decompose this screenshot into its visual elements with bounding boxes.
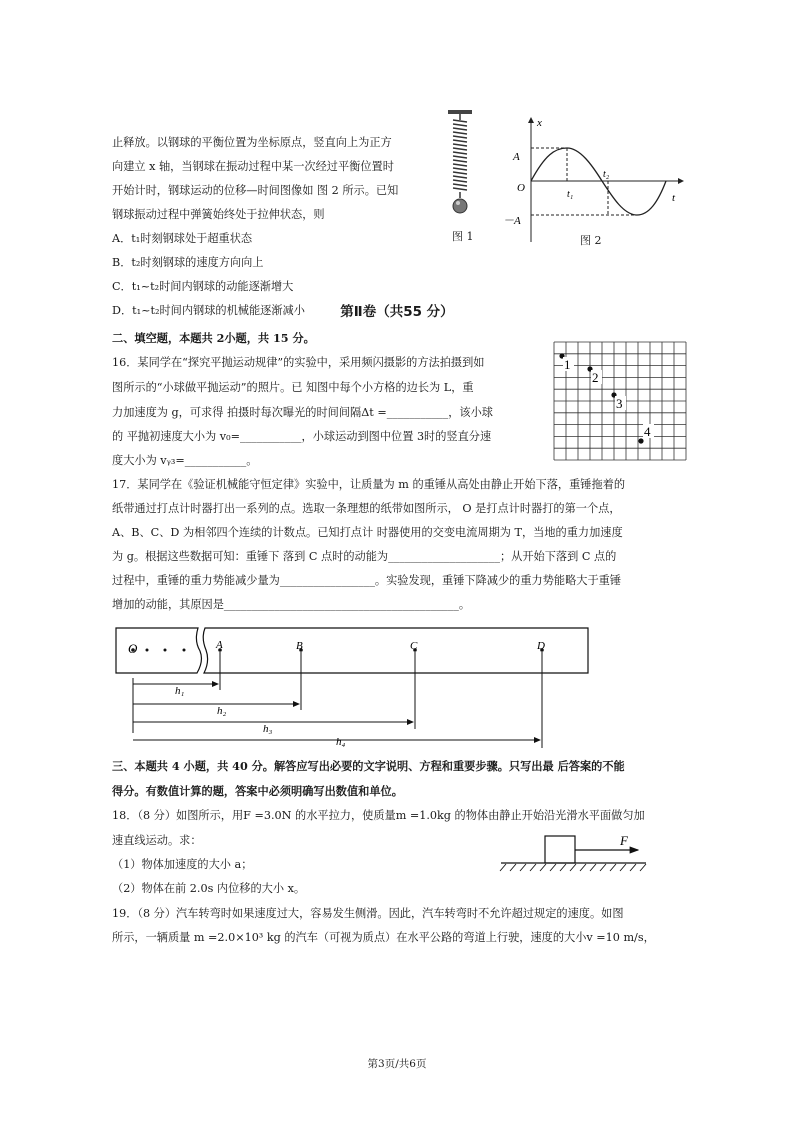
label-A: A [513, 151, 520, 163]
section-3-heading: 得分。有数值计算的题，答案中必须明确写出数值和单位。 [112, 784, 403, 798]
q17-paper-tape-figure [110, 618, 600, 748]
q18-line: （1）物体加速度的大小 a； [112, 858, 253, 871]
q17-line: 过程中，重锤的重力势能减少量为_________________。实验发现，重锤下降减少的重力势能略大于重锤 [112, 574, 622, 587]
height-label-h1: h₁ [175, 685, 185, 697]
axis-label-t: t [672, 192, 676, 204]
q16-line: 图所示的“小球做平抛运动”的照片。已 知图中每个小方格的边长为 L，重 [112, 381, 474, 394]
section-3-heading: 三、本题共 4 小题，共 40 分。解答应写出必要的文字说明、方程和重要步骤。只写出最 后答案的不能 [112, 759, 625, 773]
label-t2: t₂ [603, 169, 610, 180]
q17-line: 为 g。根据这些数据可知：重锤下 落到 C 点时的动能为____________________；从开始下落到 C 点的 [112, 550, 617, 563]
label-neg-A: －A [503, 215, 521, 227]
tape-label-O: O [128, 641, 138, 656]
page-footer: 第3页/共6页 [367, 1058, 427, 1070]
figure-2-displacement-graph [500, 110, 690, 250]
figure-1-caption: 图 1 [452, 230, 474, 243]
q15-stem-line: 止释放。以钢球的平衡位置为坐标原点，竖直向上为正方 [112, 136, 392, 149]
tape-label-A: A [216, 639, 223, 651]
q16-line: 度大小为 vᵧ₃=___________。 [112, 454, 258, 467]
q17-line: 纸带通过打点计时器打出一系列的点。选取一条理想的纸带如图所示， O 是打点计时器打的第一个点， [112, 502, 621, 515]
part-2-title: 第Ⅱ卷（共55 分） [340, 304, 454, 320]
tape-label-C: C [410, 640, 418, 652]
label-t1: t₁ [567, 189, 574, 200]
point-label-4: 4 [644, 424, 651, 439]
section-2-heading: 二、填空题，本题共 2小题，共 15 分。 [112, 331, 315, 345]
q18-line: 18．（8 分）如图所示，用F =3.0N 的水平拉力，使质量m =1.0kg 的物体由静止开始沿光滑水平面做匀加 [112, 809, 645, 822]
q15-stem-line: 钢球振动过程中弹簧始终处于拉伸状态，则 [112, 208, 325, 221]
q15-option-d: D．t₁~t₂时间内钢球的机械能逐渐减小 [112, 304, 305, 317]
q16-grid-figure [550, 340, 690, 466]
q16-line: 16．某同学在“探究平抛运动规律”的实验中，采用频闪摄影的方法拍摄到如 [112, 356, 485, 369]
q15-stem-line: 向建立 x 轴，当钢球在振动过程中某一次经过平衡位置时 [112, 160, 394, 173]
tape-label-B: B [296, 640, 303, 652]
axis-label-x: x [537, 117, 542, 129]
q18-line: 速直线运动。求： [112, 834, 202, 847]
q19-line: 所示，一辆质量 m =2.0×10³ kg 的汽车（可视为质点）在水平公路的弯道上行驶，速度的大小v =10 m/s， [112, 931, 655, 944]
figure-2-caption: 图 2 [580, 234, 602, 247]
q17-line: A、B、C、D 为相邻四个连续的计数点。已知打点计 时器使用的交变电流周期为 T，当地的重力加速度 [112, 526, 623, 539]
q15-option-b: B．t₂时刻钢球的速度方向向上 [112, 256, 264, 269]
q15-stem-line: 开始计时，钢球运动的位移—时间图像如 图 2 所示。已知 [112, 184, 399, 197]
height-label-h3: h₃ [263, 723, 273, 735]
q17-line: 17．某同学在《验证机械能守恒定律》实验中，让质量为 m 的重锤从高处由静止开始下落，重锤拖着的 [112, 478, 626, 491]
q18-line: （2）物体在前 2.0s 内位移的大小 x。 [112, 882, 306, 895]
q16-line: 力加速度为 g，可求得 拍摄时每次曝光的时间间隔Δt =___________，该小球 [112, 406, 493, 419]
q15-option-c: C．t₁~t₂时间内钢球的动能逐渐增大 [112, 280, 294, 293]
point-label-2: 2 [592, 370, 599, 385]
figure-1-spring-ball [442, 108, 482, 218]
q15-option-a: A．t₁时刻钢球处于超重状态 [112, 232, 253, 245]
q17-line: 增加的动能，其原因是__________________________________________。 [112, 598, 471, 611]
height-label-h2: h₂ [217, 705, 227, 717]
height-label-h4: h₄ [336, 736, 346, 748]
tape-label-D: D [537, 640, 545, 652]
point-label-3: 3 [616, 396, 623, 411]
label-origin: O [517, 182, 525, 194]
q16-line: 的 平抛初速度大小为 v₀=___________，小球运动到图中位置 3时的竖直分速 [112, 430, 492, 443]
q18-block-force-figure [498, 828, 648, 873]
ball-position-4 [638, 438, 643, 443]
force-label-F: F [620, 833, 628, 848]
q19-line: 19．（8 分）汽车转弯时如果速度过大，容易发生侧滑。因此，汽车转弯时不允许超过规定的速度。如图 [112, 907, 624, 920]
point-label-1: 1 [564, 357, 571, 372]
